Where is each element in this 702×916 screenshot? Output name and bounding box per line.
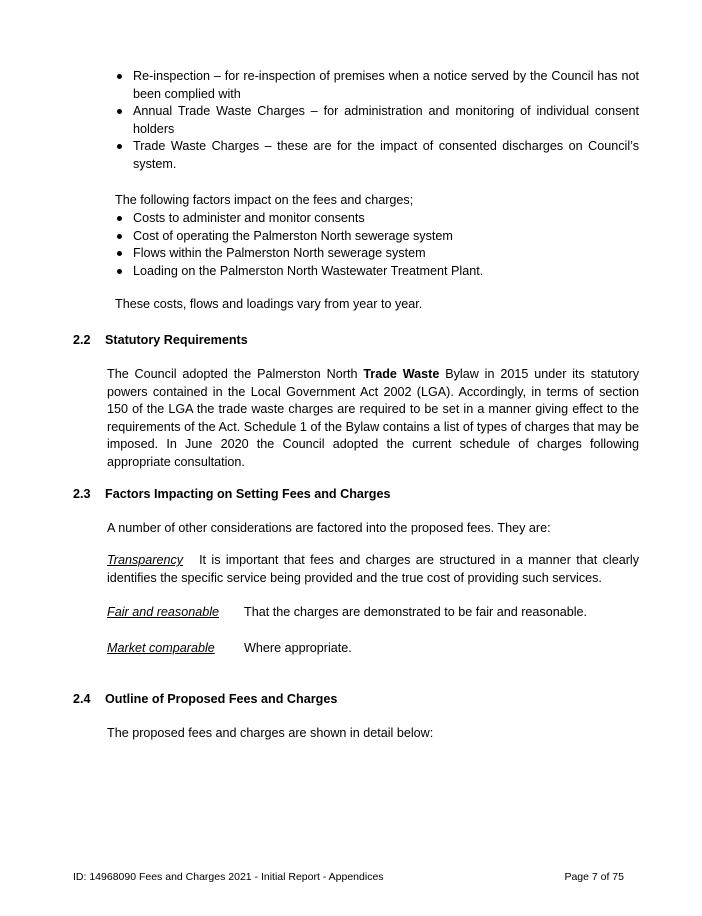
section-heading-2-4: [73, 691, 633, 709]
section-heading-2-2: [73, 332, 633, 350]
footer-document-id: ID: 14968090 Fees and Charges 2021 - Initial Report - Appendices: [73, 871, 384, 883]
consideration-text: Where appropriate.: [244, 641, 352, 655]
bullet-icon: [117, 216, 122, 221]
consideration-term: Transparency: [107, 553, 184, 567]
factors-list: [107, 210, 639, 280]
list-item: Re-inspection – for re-inspection of premises when a notice served by the Council has not been complied with: [107, 68, 639, 103]
section-number: 2.3: [73, 487, 91, 501]
list-item: Costs to administer and monitor consents: [107, 210, 639, 228]
consideration-term: Market comparable: [107, 641, 215, 655]
considerations-intro: A number of other considerations are factored into the proposed fees. They are:: [107, 521, 551, 535]
bullet-icon: [117, 109, 122, 114]
list-item: Loading on the Palmerston North Wastewater Treatment Plant.: [107, 263, 639, 281]
list-item: Flows within the Palmerston North sewerage system: [107, 245, 639, 263]
consideration-transparency: [107, 552, 639, 587]
factors-intro: The following factors impact on the fees and charges;: [115, 193, 414, 207]
bullet-icon: [117, 251, 122, 256]
proposed-fees-paragraph: The proposed fees and charges are shown in detail below:: [107, 726, 434, 740]
list-item: Trade Waste Charges – these are for the impact of consented discharges on Council’s system.: [107, 138, 639, 173]
list-item: Cost of operating the Palmerston North sewerage system: [107, 228, 639, 246]
bullet-icon: [117, 144, 122, 149]
consideration-text: That the charges are demonstrated to be fair and reasonable.: [244, 605, 588, 619]
section-number: 2.2: [73, 333, 91, 347]
list-item: Annual Trade Waste Charges – for administration and monitoring of individual consent holders: [107, 103, 639, 138]
section-heading-2-3: [73, 486, 633, 504]
section-title: Statutory Requirements: [105, 333, 248, 347]
consideration-term: Fair and reasonable: [107, 605, 220, 619]
bullet-icon: [117, 269, 122, 274]
bullet-icon: [117, 74, 122, 79]
footer-page-number: Page 7 of 75: [564, 871, 624, 883]
section-title: Outline of Proposed Fees and Charges: [105, 692, 338, 706]
statutory-paragraph: The Council adopted the Palmerston North Trade Waste Bylaw in 2015 under its statutory powers contained in the Local Government Act 2002 (LGA). Accordingly, in terms of section 150 of the LGA the trade waste charges are required to be set in a manner giving effect to the requirements of the Act. Schedule 1 of the Bylaw contains a list of types of charges that may be imposed. In June 2020 the Council adopted the current schedule of charges following appropriate consultation.: [107, 367, 639, 469]
section-number: 2.4: [73, 692, 91, 706]
factors-note: These costs, flows and loadings vary from year to year.: [115, 297, 423, 311]
charge-types-list: [107, 68, 639, 174]
consideration-fair: [107, 604, 639, 622]
consideration-market: [107, 640, 639, 658]
section-title: Factors Impacting on Setting Fees and Charges: [105, 487, 391, 501]
bullet-icon: [117, 234, 122, 239]
consideration-text: It is important that fees and charges are structured in a manner that clearly identifies the specific service being provided and the true cost of providing such services.: [107, 553, 639, 585]
